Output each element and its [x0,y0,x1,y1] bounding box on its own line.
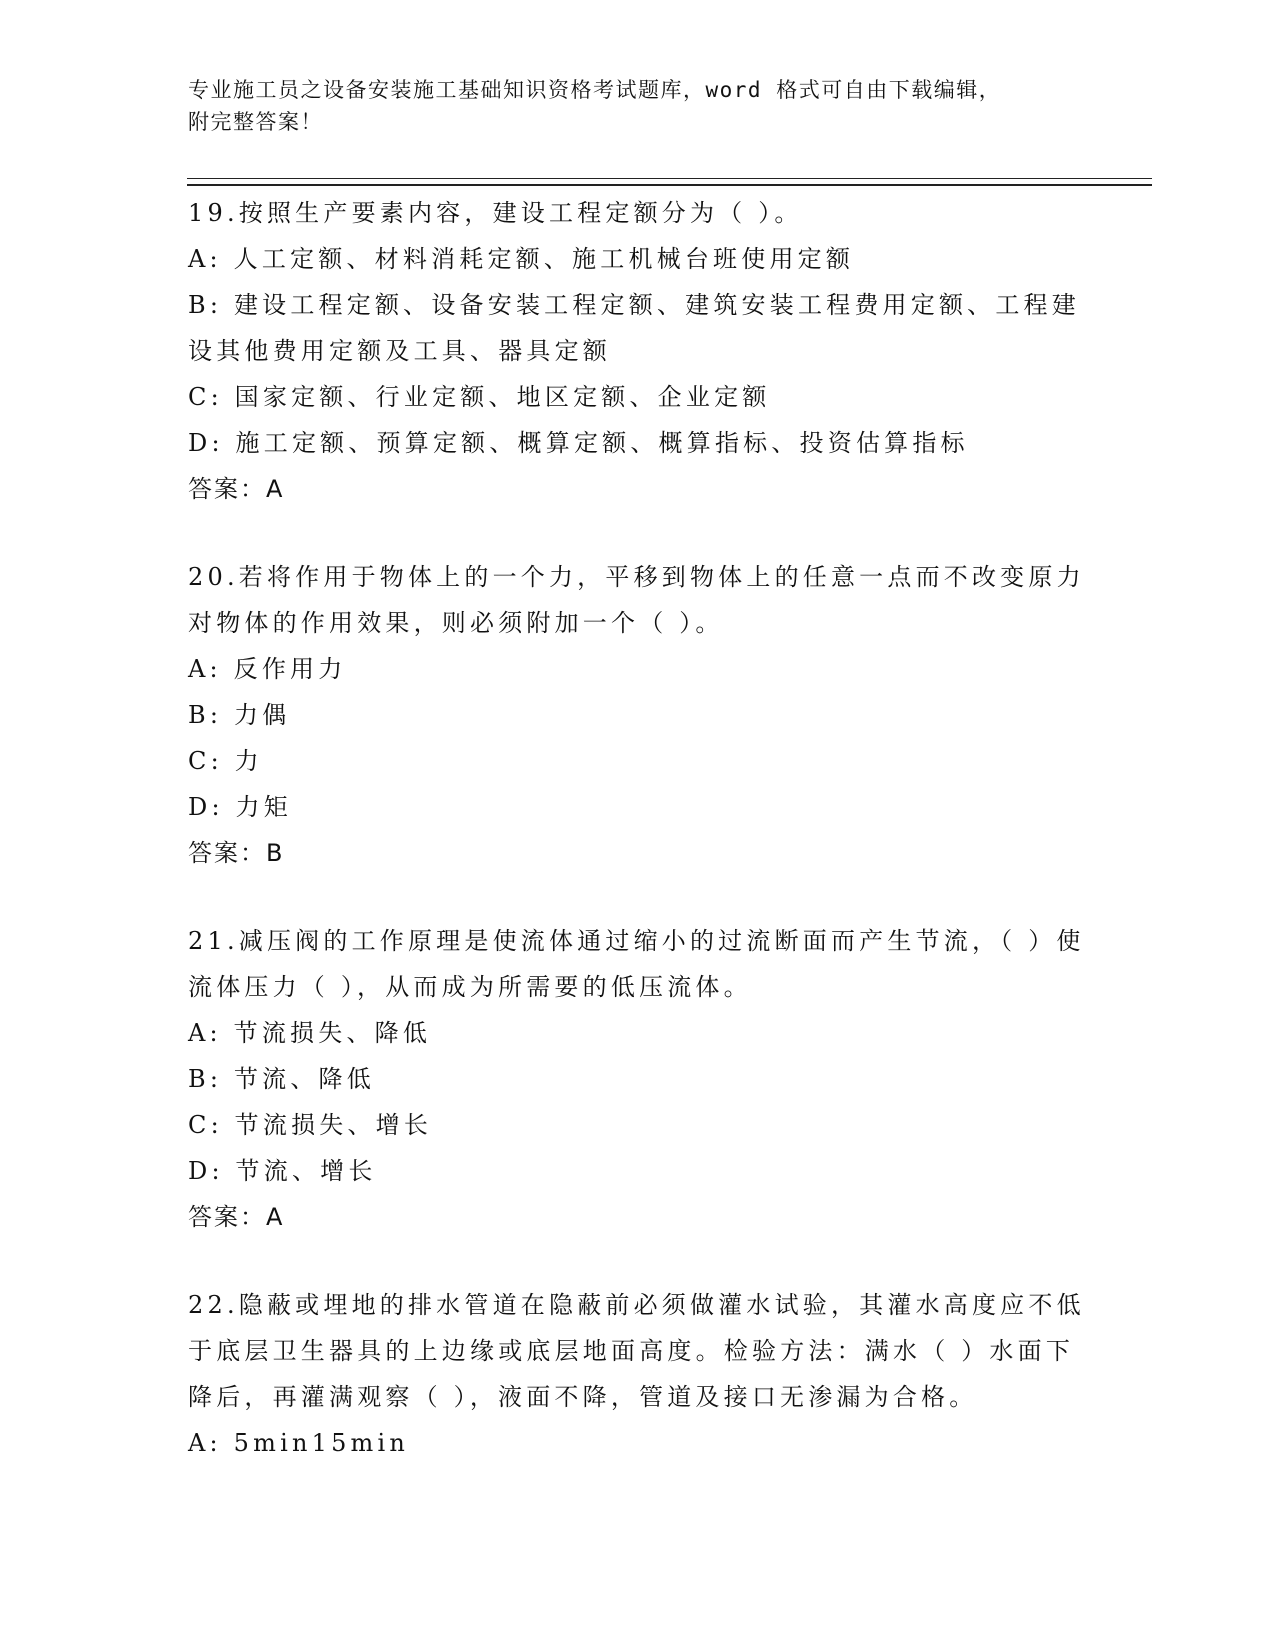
option-a: A: 节流损失、降低 [188,1019,432,1047]
question-stem: 22.隐蔽或埋地的排水管道在隐蔽前必须做灌水试验，其灌水高度应不低于底层卫生器具的上边缘或底层地面高度。检验方法：满水（ ）水面下降后，再灌满观察（ ），液面不降，管道及接口无渗漏为合格。 [188,1291,1085,1411]
question-stem: 19.按照生产要素内容，建设工程定额分为（ ）。 [188,199,803,227]
option-a: A: 5min15min [188,1429,410,1457]
option-c: C: 国家定额、行业定额、地区定额、企业定额 [188,383,771,411]
header-divider [187,178,1152,179]
option-a: A: 反作用力 [188,655,347,683]
option-c: C: 力 [188,747,263,775]
answer-label: 答案：A [188,475,285,503]
header-divider-thick [187,184,1152,186]
option-d: D: 节流、增长 [188,1157,377,1185]
answer-label: 答案：B [188,839,285,867]
answer-label: 答案：A [188,1203,285,1231]
question-19 [188,190,1088,512]
option-d: D: 力矩 [188,793,292,821]
question-stem: 21.减压阀的工作原理是使流体通过缩小的过流断面而产生节流，（ ）使流体压力（ ），从而成为所需要的低压流体。 [188,927,1085,1001]
option-c: C: 节流损失、增长 [188,1111,433,1139]
question-21 [188,918,1088,1240]
question-22 [188,1282,1088,1466]
question-stem: 20.若将作用于物体上的一个力，平移到物体上的任意一点而不改变原力对物体的作用效果，则必须附加一个（ ）。 [188,563,1085,637]
option-b: B: 节流、降低 [188,1065,375,1093]
option-a: A: 人工定额、材料消耗定额、施工机械台班使用定额 [188,245,855,273]
document-header: 专业施工员之设备安装施工基础知识资格考试题库，word 格式可自由下载编辑， 附完整答案！ [188,78,1002,134]
option-d: D: 施工定额、预算定额、概算定额、概算指标、投资估算指标 [188,429,969,457]
option-b: B: 建设工程定额、设备安装工程定额、建筑安装工程费用定额、工程建设其他费用定额及工具、器具定额 [188,291,1080,365]
option-b: B: 力偶 [188,701,291,729]
question-20 [188,554,1088,876]
